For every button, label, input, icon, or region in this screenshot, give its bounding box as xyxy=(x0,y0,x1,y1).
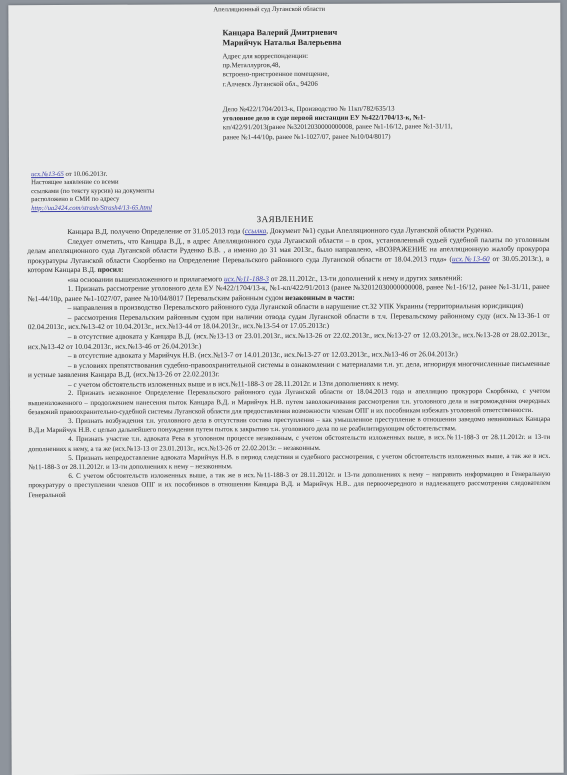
paragraph-14: 5. Признать непредоставление адвоката Марийчук Н.В. в период следствия и судебного рассмотрения, с учетом обстоятельств изложенных выше, а так же в исх.№11-188-3 от 28.11.2012г. и 13-ти дополнениях к нему – незаконным. xyxy=(28,452,551,472)
paragraph-12: 3. Признать возбуждения т.н. уголовного дела в отсутствии состава преступления – как умышленное преступление в отношении заведомо невиновных Канцара В.Д.и Марийчук Н.В. с целью дальнейшего понуждения путем пыток к закрытию т.н. уголовного дела по не реабилитирующим обстоятельствам. xyxy=(28,415,551,435)
case-line: Дело №422/1704/2013-к, Производство № 11кп/782/635/13 xyxy=(222,105,395,114)
address-line: пр.Металлургов,48, xyxy=(222,62,281,70)
paragraph-13: 4. Признать участие т.н. адвоката Рева в уголовном процессе незаконным, с учетом обстоятельств изложенных выше, в исх.№11-188-3 от 28.11.2012г. и 13-ти дополнениях к нему, а та же (исх.№13-13 от 23.01.2013г., исх.№13-26 от 22.02.2013г. – незаконным. xyxy=(28,434,551,453)
document-link[interactable]: ссылка xyxy=(244,226,267,236)
text-span: от 28.11.2012г., 13-ти дополнений к нему и других заявлений: xyxy=(268,272,463,283)
paragraph-11: 2. Признать незаконное Определение Перевальского районного суда Луганской области от 18.04.2013 года и апелляцию прокурора Скорбенко, с учетом вышеизложенного – продолжением нанесения пыток Канцара В.Д. и Марийчук Н.В. путем заволокичивания рассмотрения т.н. уголовного дела и нагромождения очередных безаконий правоохранительно-судебной системы Луганской области для предоставления возможности членам ОПГ и их пособникам избежать уголовной ответственности. xyxy=(28,388,551,416)
case-line: ранее №1-44/10р, ранее №1-1027/07, ранее №10/04/8017) xyxy=(222,133,391,141)
sender-name-1: Канцара Валерий Дмитриевич xyxy=(222,27,338,38)
text-span: «на основании вышеизложенного и прилагаемого xyxy=(67,274,225,284)
paragraph-5: – направления в производство Перевальского районного суда Луганской области в нарушение ст.32 УПК Украины (территориальная юрисдикция) xyxy=(67,301,524,313)
note-line: ссылками (по тексту курсив) на документы xyxy=(31,187,155,195)
sender-names xyxy=(222,28,341,49)
paragraph-2 xyxy=(27,234,549,274)
note-ref-date: от 10.06.2013г. xyxy=(63,170,108,178)
text-span: , Документ №1) судьи Апелляционного суда Луганской области Руденко. xyxy=(266,225,493,236)
text-span: от 30.05.2013г.), в котором Канцара В.Д. xyxy=(27,253,550,275)
ref-link[interactable]: исх.№11-188-3 xyxy=(223,273,269,284)
ref-link[interactable]: исх.№13-60 xyxy=(451,253,490,263)
address-line: г.Алчевск Луганской обл., 94206 xyxy=(222,80,318,88)
paragraph-4 xyxy=(28,282,550,303)
bold-span: незаконным в части: xyxy=(285,292,355,302)
case-line: уголовное дело в суде первой инстанции ЕУ №422/1704/13-к, №1- xyxy=(222,114,426,123)
sender-name-2: Марийчук Наталья Валерьевна xyxy=(222,37,342,48)
text-span: Канцара В.Д. получено Определение от 31.05.2013 года ( xyxy=(67,226,245,236)
sender-address xyxy=(223,52,330,89)
paragraph-6: – рассмотрения Перевальским районным судом при наличии отвода судам Луганской области в т.ч. Перевальскому районному суду (исх.№13-36-1 от 02.04.2013г., исх.№13-42 от 10.04.2013г., исх.№13-44 от 18.04.2013г., исх.№13-54 от 17.05.2013г.) xyxy=(27,310,550,332)
address-line: встроено-пристроенное помещение, xyxy=(222,71,330,79)
outgoing-note xyxy=(31,171,154,214)
text-span: Следует отметить, что Канцара В.Д., в адрес Апелляционного суда Луганской области – в срок, установленный судьей судебной палаты по уголовным делам апелляционного суда Луганской области Руденко В.В. , а именно до 31 мая 2013г., было направлено, «ВОЗРАЖЕНИЕ на апелляционную жалобу прокурора прокуратуры Луганской области Скорбенко на Определение Перевальского районного суда Луганской области от 18.04.2013 года» ( xyxy=(27,234,550,265)
bold-span: просил: xyxy=(97,264,124,275)
note-ref-link[interactable]: исх.№13-65 xyxy=(31,170,64,179)
paragraph-15: 6. С учетом обстоятельств изложенных выше, а так же в исх.№11-188-3 от 28.11.2012г. и 13-ти дополнениях к нему – направить информацию в Генеральную прокуратуру о преступлении членов ОПГ и их пособников в отношении Канцара В.Д. и Марийчук Н.В.. для первоочередного и надлежащего рассмотрения следователем Генеральной xyxy=(28,470,551,499)
document-page xyxy=(8,3,563,775)
text-span: 1. Признать рассмотрение уголовного дела ЕУ №422/1704/13-к, №1-кп/422/91/2013 (ранее №32012030000000008, ранее №1-16/12, ранее №1-31/11, ранее №1-44/10р, ранее №1-1027/07, ранее №10/04/8017 Перевальским районным судом xyxy=(27,282,550,303)
case-line: кп/422/91/2013(ранее №32012030000000008, ранее №1-16/12, ранее №1-31/11, xyxy=(222,123,453,132)
paragraph-7: – в отсутствие адвоката у Канцара В.Д. (исх.№13-13 от 23.01.2013г., исх.№13-26 от 22.02.2013г., исх.№13-27 от 12.03.2013г., исх.№13-28 от 28.02.2013г., исх.№13-42 от 10.04.2013г., исх.№13-46 от 26.04.2013г.) xyxy=(27,329,550,351)
note-url-link[interactable]: http://ua2424.com/strash/Strash4/13-65.html xyxy=(31,204,152,212)
document-title: ЗАЯВЛЕНИЕ xyxy=(256,213,314,225)
paragraph-10: – с учетом обстоятельств изложенных выше и в исх.№11-188-3 от 28.11.2012г. и 13ти дополнениях к нему. xyxy=(67,378,399,389)
document-body xyxy=(27,225,550,500)
address-line: Адрес для корреспонденции: xyxy=(222,52,309,61)
case-info xyxy=(223,104,453,142)
paragraph-9: – в условиях препятствования судебно-правоохранительной системы в ознакомлении с материалами т.н. уг. дела, игнорируя многочисленные письменные и устные заявления Канцара В.Д. (исх.№13-26 от 22.02.2013г. xyxy=(27,358,550,380)
note-line: Настоящее заявление со всеми xyxy=(31,179,119,187)
court-name: Апелляционный суд Луганской области xyxy=(213,5,326,14)
note-line: расположено в СМИ по адресу xyxy=(31,195,120,204)
paragraph-8: – в отсутствие адвоката у Марийчук Н.В. (исх.№13-7 от 14.01.2013г., исх.№13-27 от 12.03.2013г., исх.№13-46 от 26.04.2013г.) xyxy=(67,349,458,361)
